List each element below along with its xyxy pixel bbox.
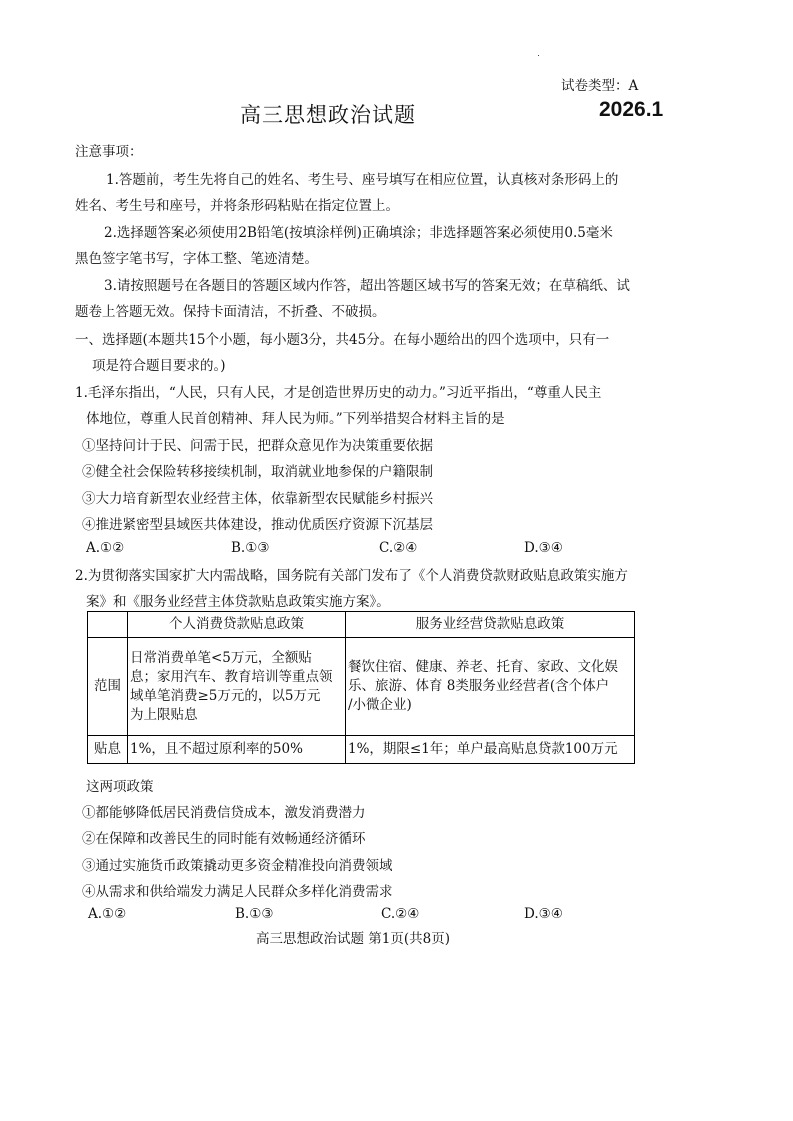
q1-stem-cont: 体地位，尊重人民首创精神、拜人民为师。”下列举措契合材料主旨的是: [86, 411, 505, 427]
table-cell-scope-service: 餐饮住宿、健康、养老、托育、家政、文化娱 乐、旅游、体育 8类服务业经营者(含个体户 /小微企业): [346, 638, 635, 736]
page-footer: 高三思想政治试题 第1页(共8页): [256, 931, 451, 947]
q2-option-d[interactable]: D.③④: [524, 906, 563, 922]
q2-item: ③通过实施货币政策撬动更多资金精准投向消费领域: [82, 858, 393, 874]
q1-options: [86, 538, 586, 560]
table-cell-subsidy-personal: 1%，且不超过原利率的50%: [128, 736, 346, 764]
page-title: 高三思想政治试题: [240, 103, 416, 127]
notice-line: 2.选择题答案必须使用2B铅笔(按填涂样例)正确填涂；非选择题答案必须使用0.5毫米: [104, 225, 613, 241]
q2-option-a[interactable]: A.①②: [88, 906, 127, 922]
scan-dot: [538, 55, 539, 56]
notice-line: 黑色签字笔书写，字体工整、笔迹清楚。: [75, 251, 318, 267]
q1-stem: 1.毛泽东指出，“人民，只有人民，才是创造世界历史的动力。”习近平指出，“尊重人民主: [75, 385, 602, 401]
q2-item: ④从需求和供给端发力满足人民群众多样化消费需求: [82, 884, 393, 900]
table-header-personal: 个人消费贷款贴息政策: [128, 612, 346, 638]
notice-line: 题卷上答题无效。保持卡面清洁，不折叠、不破损。: [75, 304, 386, 320]
notice-line: 3.请按照题号在各题目的答题区域内作答，超出答题区域书写的答案无效；在草稿纸、试: [104, 278, 630, 294]
q2-stem: 2.为贯彻落实国家扩大内需战略，国务院有关部门发布了《个人消费贷款财政贴息政策实施方: [75, 568, 628, 584]
table-cell-scope-personal: 日常消费单笔<5万元，全额贴 息；家用汽车、教育培训等重点领 域单笔消费≥5万元的，以5万元 为上限贴息: [128, 638, 346, 736]
q2-option-b[interactable]: B.①③: [235, 906, 274, 922]
policy-table: [87, 611, 635, 764]
section-heading: 一、选择题(本题共15个小题，每小题3分，共45分。在每小题给出的四个选项中，只有一: [75, 332, 610, 348]
q1-option-a[interactable]: A.①②: [86, 540, 125, 556]
exam-type-label: 试卷类型：A: [561, 78, 639, 94]
q1-item: ②健全社会保险转移接续机制，取消就业地参保的户籍限制: [82, 464, 433, 480]
q2-item: ①都能够降低居民消费信贷成本，激发消费潜力: [82, 805, 366, 821]
q1-item: ③大力培育新型农业经营主体，依靠新型农民赋能乡村振兴: [82, 491, 433, 507]
q2-options: [88, 904, 588, 926]
table-cell-subsidy-service: 1%，期限≤1年；单户最高贴息贷款100万元: [346, 736, 635, 764]
q2-lead: 这两项政策: [86, 779, 154, 795]
table-row-label-subsidy: 贴息: [88, 736, 128, 764]
q1-item: ④推进紧密型县域医共体建设，推动优质医疗资源下沉基层: [82, 517, 433, 533]
q1-item: ①坚持问计于民、问需于民，把群众意见作为决策重要依据: [82, 438, 433, 454]
section-heading-cont: 项是符合题目要求的。): [92, 358, 226, 374]
q2-stem-cont: 案》和《服务业经营主体贷款贴息政策实施方案》。: [86, 594, 390, 610]
q1-option-b[interactable]: B.①③: [231, 540, 270, 556]
notice-line: 姓名、考生号和座号，并将条形码粘贴在指定位置上。: [75, 198, 399, 214]
table-row-label-scope: 范围: [88, 638, 128, 736]
notice-heading: 注意事项：: [75, 144, 143, 160]
table-header-service: 服务业经营贷款贴息政策: [346, 612, 635, 638]
q1-option-d[interactable]: D.③④: [524, 540, 563, 556]
q2-option-c[interactable]: C.②④: [381, 906, 420, 922]
q1-option-c[interactable]: C.②④: [379, 540, 418, 556]
table-corner-cell: [88, 612, 128, 638]
q2-item: ②在保障和改善民生的同时能有效畅通经济循环: [82, 831, 366, 847]
notice-line: 1.答题前，考生先将自己的姓名、考生号、座号填写在相应位置，认真核对条形码上的: [106, 172, 619, 188]
exam-date: 2026.1: [599, 98, 664, 121]
